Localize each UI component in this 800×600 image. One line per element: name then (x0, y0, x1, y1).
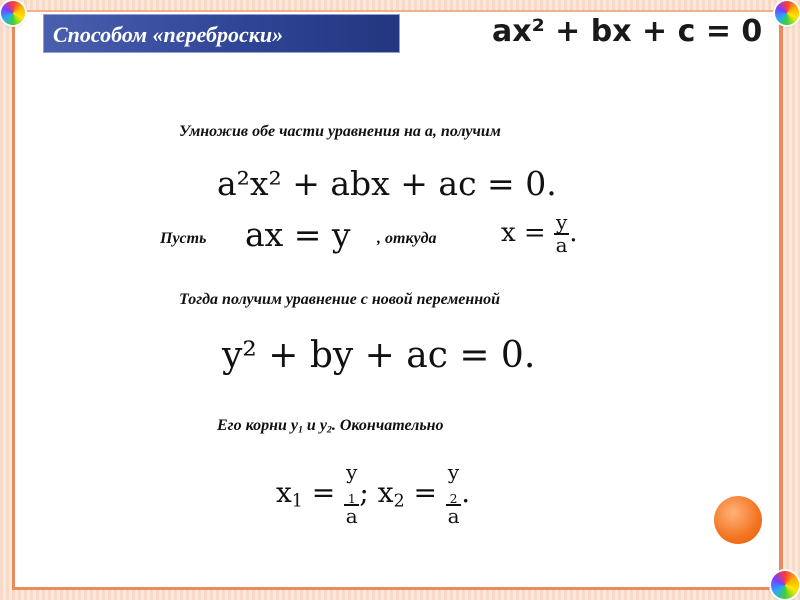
x2-subscript: 2 (393, 491, 405, 512)
then-caption: Тогда получим уравнение с новой переменной (179, 291, 501, 308)
fraction-tail: . (569, 218, 578, 248)
root-subscript-2: 2 (326, 424, 332, 436)
whence-caption: , откуда (377, 230, 437, 247)
fraction-denominator: a (555, 233, 568, 257)
separator: ; (359, 476, 378, 509)
equals-sign: = (404, 476, 446, 509)
orange-circle-icon (714, 496, 762, 544)
x1-symbol: x (276, 476, 292, 509)
equation-multiplied: a²x² + abx + ac = 0. (217, 164, 557, 203)
x1-subscript: 1 (291, 491, 303, 512)
y1-symbol: y (346, 460, 358, 484)
fraction-denominator: a (345, 504, 358, 528)
y2-symbol: y (447, 460, 460, 484)
equals-sign: = (302, 476, 345, 509)
y2-subscript: 2 (449, 491, 458, 507)
fraction-y-over-a (554, 212, 569, 256)
fraction-numerator: y (555, 210, 568, 234)
let-caption: Пусть (160, 230, 207, 247)
fraction-numerator (344, 462, 359, 506)
slide-title: Способом «переброски» (43, 14, 400, 53)
general-quadratic-equation: ax² + bx + c = 0 (492, 14, 763, 49)
x-expression (501, 212, 578, 256)
fraction-y1-over-a (344, 462, 359, 527)
rainbow-orb-icon (775, 1, 799, 25)
roots-caption-start: Его корни у (217, 417, 298, 434)
x2-symbol: x (377, 476, 394, 509)
rainbow-orb-icon (771, 571, 799, 599)
final-period: . (461, 476, 471, 509)
final-roots-formula (276, 462, 470, 527)
rainbow-orb-icon (1, 1, 25, 25)
fraction-numerator (446, 462, 461, 506)
y1-subscript: 1 (347, 491, 356, 507)
fraction-denominator: a (447, 504, 460, 528)
roots-caption-mid: и у (302, 417, 327, 434)
roots-caption (217, 417, 444, 435)
roots-caption-end: . Окончательно (331, 417, 444, 434)
fraction-y2-over-a (446, 462, 461, 527)
equation-new-variable: y² + by + ac = 0. (222, 335, 536, 376)
root-subscript-1: 1 (297, 424, 303, 436)
x-equals: x = (501, 218, 546, 248)
multiply-caption: Умножив обе части уравнения на а, получим (179, 123, 501, 140)
substitution-equation: ax = y (245, 215, 351, 254)
